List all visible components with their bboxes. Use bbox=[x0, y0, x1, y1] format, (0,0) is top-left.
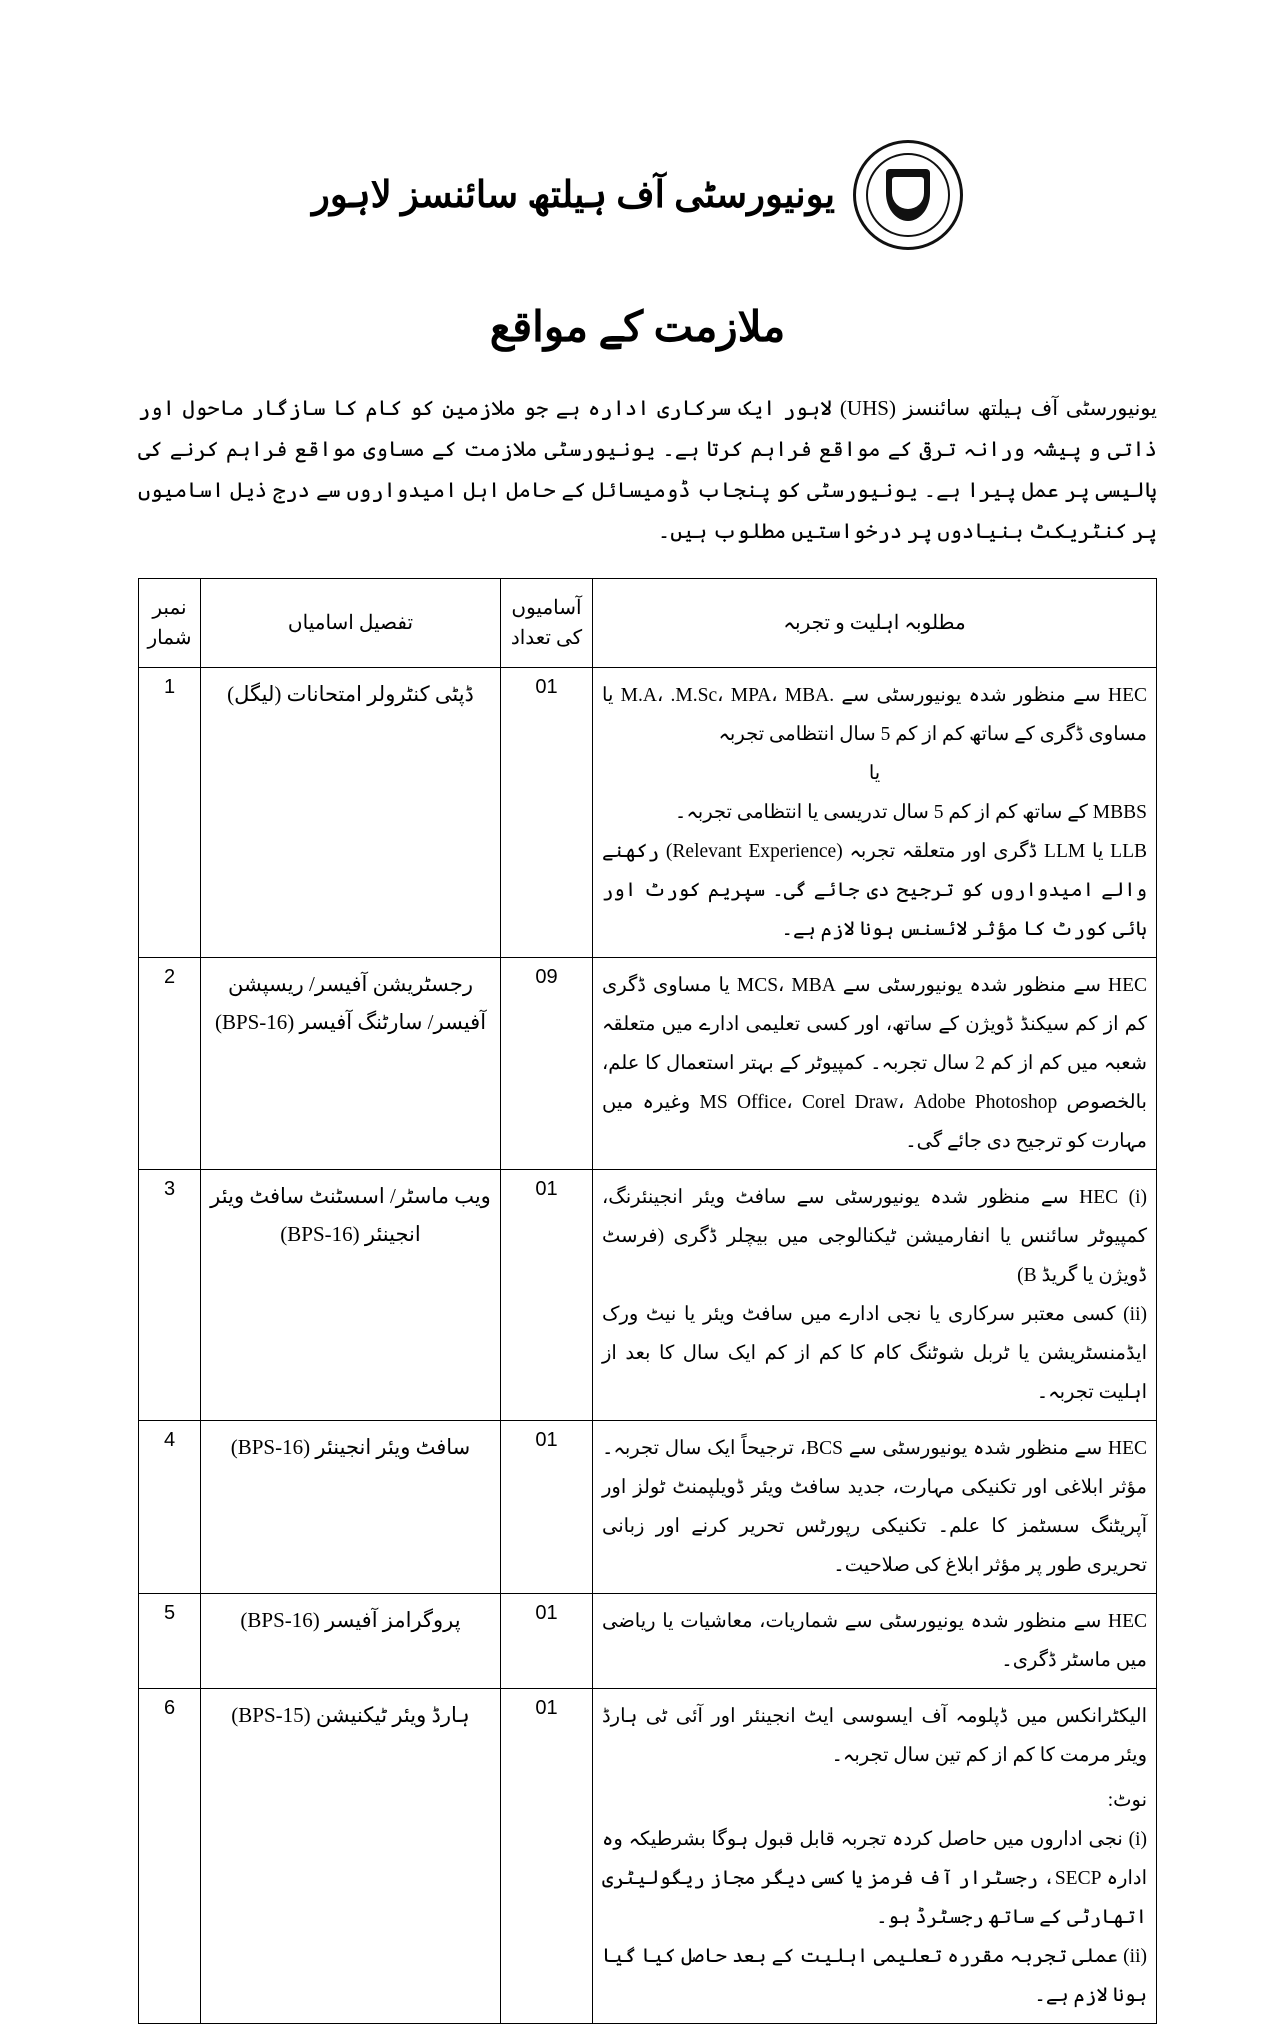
table-row bbox=[139, 1688, 1157, 2023]
column-header-vacancies: آسامیوں کی تعداد bbox=[501, 578, 593, 667]
qualification-line: HEC سے منظور شدہ یونیورسٹی سے BCS، ترجیحاً ایک سال تجربہ۔ مؤثر ابلاغی اور تکنیکی مہارت، جدید سافٹ ویئر ڈویلپمنٹ ٹولز اور آپریٹنگ سسٹمز کا علم۔ تکنیکی رپورٹس تحریر کرنے اور زبانی تحریری طور پر مؤثر ابلاغ کی صلاحیت۔ bbox=[602, 1437, 1148, 1576]
cell-qualification bbox=[593, 667, 1157, 957]
cell-qualification bbox=[593, 1420, 1157, 1593]
university-seal-icon bbox=[853, 140, 963, 250]
qualification-line: HEC سے منظور شدہ یونیورسٹی سے شماریات، معاشیات یا ریاضی میں ماسٹر ڈگری۔ bbox=[602, 1610, 1147, 1671]
note-line: (i) نجی اداروں میں حاصل کردہ تجربہ قابل قبول ہوگا بشرطیکہ وہ ادارہ SECP، رجسٹرار آف فرمز یا کسی دیگر مجاز ریگولیٹری اتھارٹی کے ساتھ رجسٹرڈ ہو۔ bbox=[602, 1828, 1147, 1928]
qualification-line: (ii) کسی معتبر سرکاری یا نجی ادارے میں سافٹ ویئر یا نیٹ ورک ایڈمنسٹریشن یا ٹربل شوٹنگ کام کا کم از کم ایک سال کا بعد از اہلیت تجربہ۔ bbox=[602, 1303, 1147, 1403]
cell-qualification bbox=[593, 957, 1157, 1169]
cell-vacancies: 09 bbox=[501, 957, 593, 1169]
page-title: ملازمت کے مواقع bbox=[489, 305, 786, 351]
table-header bbox=[139, 578, 1157, 667]
cell-serial: 6 bbox=[139, 1688, 201, 2023]
cell-post: ڈپٹی کنٹرولر امتحانات (لیگل) bbox=[201, 667, 501, 957]
qualification-line: یا bbox=[868, 762, 881, 784]
table-header-row bbox=[139, 578, 1157, 667]
cell-post: ویب ماسٹر/ اسسٹنٹ سافٹ ویئر انجینئر (BPS-16) bbox=[201, 1169, 501, 1420]
column-header-post: تفصیل اسامیاں bbox=[201, 578, 501, 667]
cell-serial: 2 bbox=[139, 957, 201, 1169]
cell-post: پروگرامز آفیسر (BPS-16) bbox=[201, 1593, 501, 1688]
qualification-line: LLB یا LLM ڈگری اور متعلقہ تجربہ (Relevant Experience) رکھنے والے امیدواروں کو ترجیح دی جائے گی۔ سپریم کورٹ اور ہائی کورٹ کا مؤثر لائسنس ہونا لازم ہے۔ bbox=[602, 840, 1148, 940]
note-line: (ii) عملی تجربہ مقررہ تعلیمی اہلیت کے بعد حاصل کیا گیا ہونا لازم ہے۔ bbox=[602, 1945, 1147, 2006]
university-title: یونیورسٹی آف ہیلتھ سائنسز لاہور bbox=[311, 175, 836, 216]
qualification-line: HEC سے منظور شدہ یونیورسٹی سے MCS، MBA یا مساوی ڈگری کم از کم سیکنڈ ڈویژن کے ساتھ، اور کسی تعلیمی ادارے میں متعلقہ شعبہ میں کم از کم 2 سال تجربہ۔ کمپیوٹر کے بہتر استعمال کا علم، بالخصوص MS Office، Corel Draw، Adobe Photoshop وغیرہ میں مہارت کو ترجیح دی جائے گی۔ bbox=[602, 974, 1147, 1152]
cell-vacancies: 01 bbox=[501, 1169, 593, 1420]
cell-serial: 4 bbox=[139, 1420, 201, 1593]
table-row bbox=[139, 667, 1157, 957]
cell-vacancies: 01 bbox=[501, 667, 593, 957]
table-body bbox=[139, 667, 1157, 2023]
cell-post: سافٹ ویئر انجینئر (BPS-16) bbox=[201, 1420, 501, 1593]
intro-paragraph: یونیورسٹی آف ہیلتھ سائنسز (UHS) لاہور ایک سرکاری ادارہ ہے جو ملازمین کو کام کا سازگار ماحول اور ذاتی و پیشہ ورانہ ترقی کے مواقع فراہم کرتا ہے۔ یونیورسٹی ملازمت کے مساوی مواقع فراہم کرنے کی پالیسی پر عمل پیرا ہے۔ یونیورسٹی کو پنجاب ڈومیسائل کے حامل اہل امیدواروں سے درج ذیل اسامیوں پر کنٹریکٹ بنیادوں پر درخواستیں مطلوب ہیں۔ bbox=[138, 396, 1157, 543]
note-heading: نوٹ: bbox=[1107, 1789, 1147, 1811]
qualification-line: HEC سے منظور شدہ یونیورسٹی سے .M.A، .M.Sc، MPA، MBA یا مساوی ڈگری کے ساتھ کم از کم 5 سال انتظامی تجربہ bbox=[602, 684, 1148, 745]
cell-vacancies: 01 bbox=[501, 1593, 593, 1688]
table-row bbox=[139, 1169, 1157, 1420]
cell-qualification bbox=[593, 1688, 1157, 2023]
qualification-line: الیکٹرانکس میں ڈپلومہ آف ایسوسی ایٹ انجینئر اور آئی ٹی ہارڈ ویئر مرمت کا کم از کم تین سال تجربہ۔ bbox=[602, 1705, 1147, 1766]
cell-qualification bbox=[593, 1169, 1157, 1420]
document-header bbox=[0, 0, 1275, 250]
table-row bbox=[139, 1420, 1157, 1593]
cell-serial: 5 bbox=[139, 1593, 201, 1688]
cell-post: رجسٹریشن آفیسر/ ریسپشن آفیسر/ سارٹنگ آفیسر (BPS-16) bbox=[201, 957, 501, 1169]
column-header-qualification: مطلوبہ اہلیت و تجربہ bbox=[593, 578, 1157, 667]
qualification-line: (i) HEC سے منظور شدہ یونیورسٹی سے سافٹ ویئر انجینئرنگ، کمپیوٹر سائنس یا انفارمیشن ٹیکنالوجی میں بیچلر ڈگری (فرسٹ ڈویژن یا گریڈ B) bbox=[602, 1186, 1147, 1286]
cell-serial: 1 bbox=[139, 667, 201, 957]
table-row bbox=[139, 1593, 1157, 1688]
qualification-line: MBBS کے ساتھ کم از کم 5 سال تدریسی یا انتظامی تجربہ۔ bbox=[674, 801, 1147, 823]
column-header-serial: نمبر شمار bbox=[139, 578, 201, 667]
table-row bbox=[139, 957, 1157, 1169]
vacancies-table bbox=[138, 578, 1157, 2024]
cell-vacancies: 01 bbox=[501, 1688, 593, 2023]
cell-serial: 3 bbox=[139, 1169, 201, 1420]
cell-vacancies: 01 bbox=[501, 1420, 593, 1593]
cell-qualification bbox=[593, 1593, 1157, 1688]
cell-post: ہارڈ ویئر ٹیکنیشن (BPS-15) bbox=[201, 1688, 501, 2023]
